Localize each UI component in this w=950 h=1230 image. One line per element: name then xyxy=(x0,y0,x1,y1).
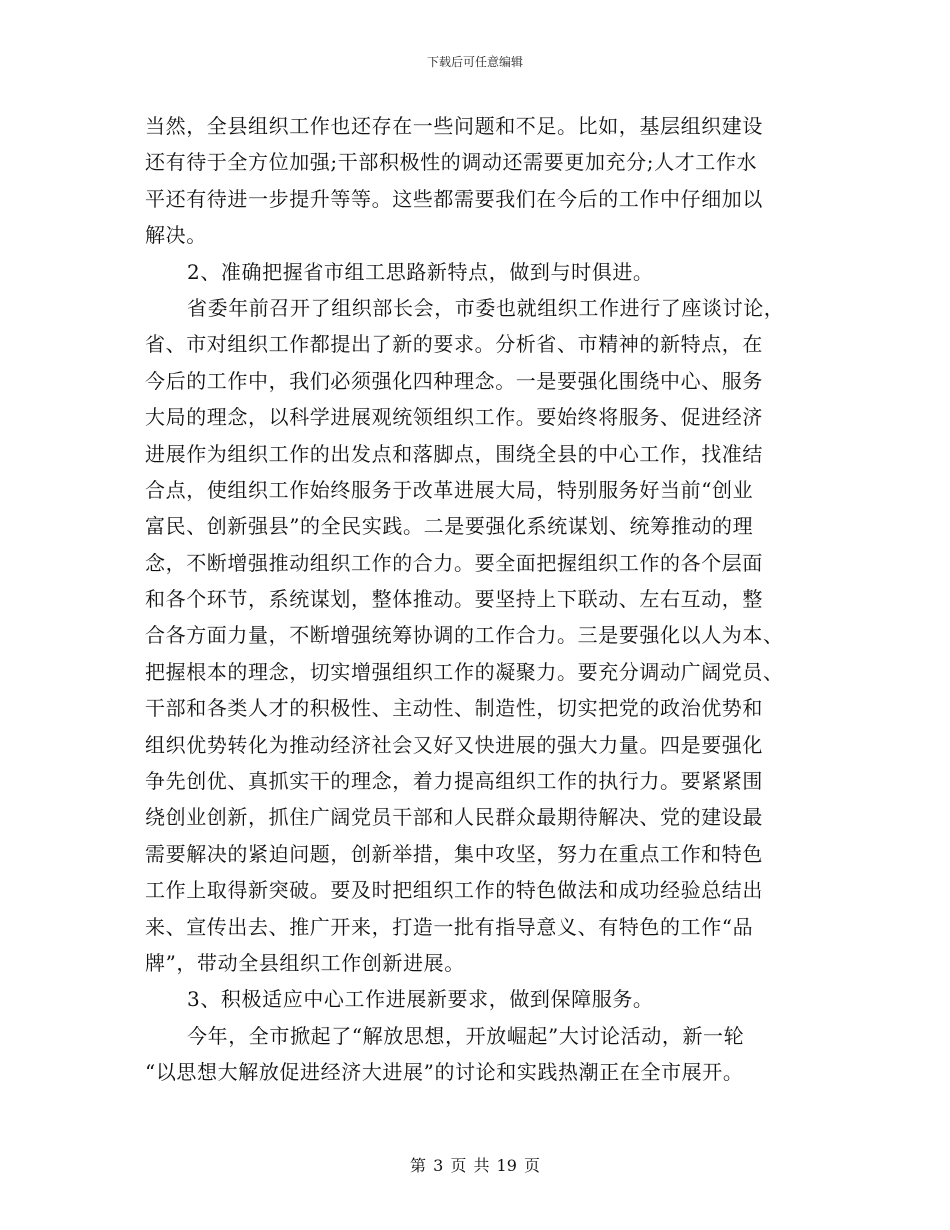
text-line: 合各方面力量，不断增强统筹协调的工作合力。三是要强化以人为本、 xyxy=(145,623,784,648)
text-line: 需要解决的紧迫问题，创新举措，集中攻坚，努力在重点工作和特色 xyxy=(145,841,763,866)
page-number: 第 3 页 共 19 页 xyxy=(410,1156,540,1175)
text-line: 还有待于全方位加强;干部积极性的调动还需要更加充分;人才工作水 xyxy=(145,150,758,175)
text-line: 解决。 xyxy=(145,223,207,248)
text-line: 念，不断增强推动组织工作的合力。要全面把握组织工作的各个层面 xyxy=(145,550,763,575)
text-line: 今年，全市掀起了“解放思想，开放崛起”大讨论活动，新一轮 xyxy=(187,1023,745,1048)
section-heading: 3、积极适应中心工作进展新要求，做到保障服务。 xyxy=(187,987,654,1012)
text-line: 合点，使组织工作始终服务于改革进展大局，特别服务好当前“创业 xyxy=(145,477,754,502)
text-line: 当然，全县组织工作也还存在一些问题和不足。比如，基层组织建设 xyxy=(145,114,763,138)
text-line: 干部和各类人才的积极性、主动性、制造性，切实把党的政治优势和 xyxy=(145,696,763,721)
text-line: 组织优势转化为推动经济社会又好又快进展的强大力量。四是要强化 xyxy=(145,732,763,757)
text-line: 工作上取得新突破。要及时把组织工作的特色做法和成功经验总结出 xyxy=(145,878,763,903)
text-line: 牌”，带动全县组织工作创新进展。 xyxy=(145,950,465,975)
text-line: 富民、创新强县”的全民实践。二是要强化系统谋划、统筹推动的理 xyxy=(145,514,754,539)
text-line: 把握根本的理念，切实增强组织工作的凝聚力。要充分调动广阔党员、 xyxy=(145,659,784,684)
text-line: 和各个环节，系统谋划，整体推动。要坚持上下联动、左右互动，整 xyxy=(145,587,763,612)
text-line: 绕创业创新，抓住广阔党员干部和人民群众最期待解决、党的建设最 xyxy=(145,805,763,830)
page-header: 下载后可任意编辑 xyxy=(426,55,523,69)
text-line: 平还有待进一步提升等等。这些都需要我们在今后的工作中仔细加以 xyxy=(145,186,763,211)
text-line: 来、宣传出去、推广开来，打造一批有指导意义、有特色的工作“品 xyxy=(145,914,754,939)
text-line: 省、市对组织工作都提出了新的要求。分析省、市精神的新特点，在 xyxy=(145,332,763,357)
text-line: 进展作为组织工作的出发点和落脚点，围绕全县的中心工作，找准结 xyxy=(145,441,763,466)
section-heading: 2、准确把握省市组工思路新特点，做到与时俱进。 xyxy=(187,259,654,284)
document-body xyxy=(145,108,805,1091)
text-line: 省委年前召开了组织部长会，市委也就组织工作进行了座谈讨论， xyxy=(187,295,785,320)
text-line: 今后的工作中，我们必须强化四种理念。一是要强化围绕中心、服务 xyxy=(145,368,763,393)
text-line: 大局的理念，以科学进展观统领组织工作。要始终将服务、促进经济 xyxy=(145,405,763,430)
text-line: “以思想大解放促进经济大进展”的讨论和实践热潮正在全市展开。 xyxy=(145,1060,744,1085)
text-line: 争先创优、真抓实干的理念，着力提高组织工作的执行力。要紧紧围 xyxy=(145,769,763,794)
